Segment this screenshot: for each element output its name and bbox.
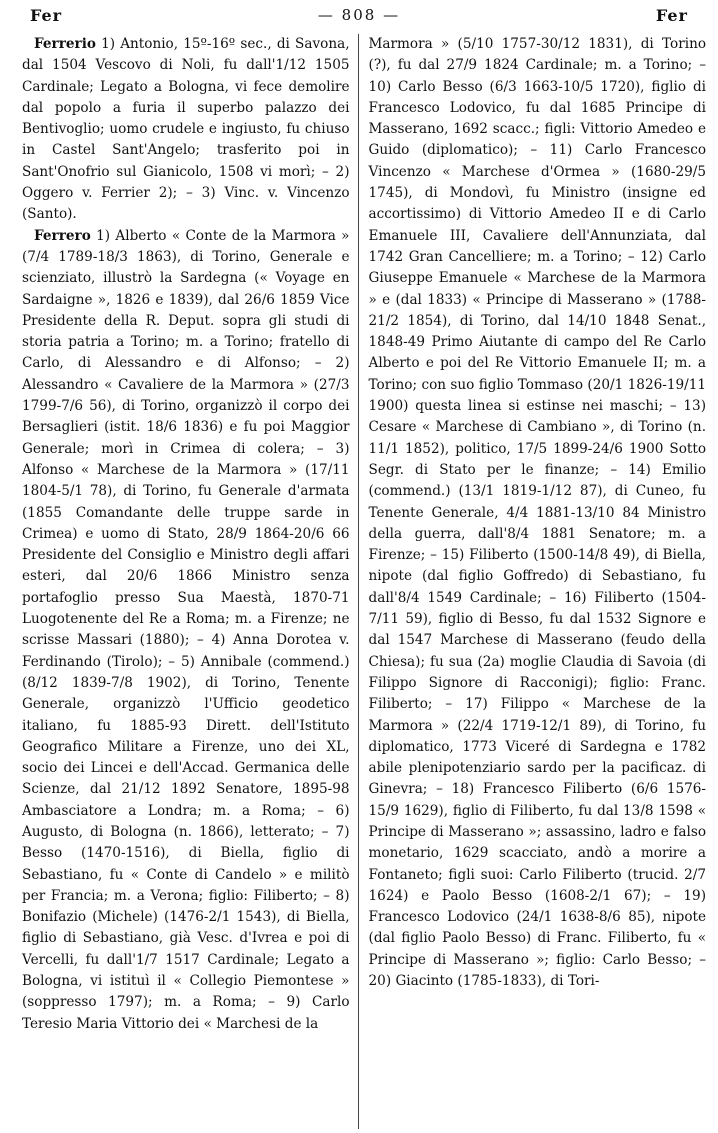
header-right-word: Fer (655, 5, 688, 25)
page-header (0, 0, 718, 30)
entry-ferrero (22, 226, 350, 1035)
two-column-body (0, 32, 718, 1133)
entry-text: 1) Alberto « Conte de la Marmora » (7/4 1789-18/3 1863), di Torino, Generale e scienziato, illustrò la Sardegna (« Voyage en Sardaigne », 1826 e 1839), dal 26/6 1859 Vice Presidente della R. Deput. sopra gli studi di storia patria a Torino; m. a Torino; fratello di Carlo, di Alessandro e di Alfonso; – 2) Alessandro « Cavaliere de la Marmora » (27/3 1799-7/6 56), di Torino, organizzò il corpo dei Bersaglieri (istit. 18/6 1836) e fu poi Maggior Generale; morì in Crimea di colera; – 3) Alfonso « Marchese de la Marmora » (17/11 1804-5/1 78), di Torino, fu Generale d'armata (1855 Comandante delle truppe sarde in Crimea) e uomo di Stato, 28/9 1864-20/6 66 Presidente del Consiglio e Ministro degli affari esteri, dal 20/6 1866 Ministro senza portafoglio presso Sua Maestà, 1870-71 Luogotenente del Re a Roma; m. a Firenze; ne scrisse Massari (1880); – 4) Anna Dorotea v. Ferdinando (Tirolo); – 5) Annibale (commend.) (8/12 1839-7/8 1902), di Torino, Tenente Generale, organizzò l'Ufficio geodetico italiano, fu 1885-93 Dirett. dell'Istituto Geografico Militare a Firenze, uno dei XL, socio dei Lincei e dell'Accad. Germanica delle Scienze, dal 21/12 1892 Senatore, 1895-98 Ambasciatore a Londra; m. a Roma; – 6) Augusto, di Bologna (n. 1866), letterato; – 7) Besso (1470-1516), di Biella, figlio di Sebastiano, fu « Conte di Candelo » e militò per Francia; m. a Verona; figlio: Filiberto; – 8) Bonifazio (Michele) (1476-2/1 1543), di Biella, figlio di Sebastiano, già Vesc. d'Ivrea e poi di Vercelli, fu dall'1/7 1517 Cardinale; Legato a Bologna, vi istituì il « Collegio Piemontese » (soppresso 1797); m. a Roma; – 9) Carlo Teresio Maria Vittorio dei « Marchesi de la (22, 227, 350, 1032)
right-column (359, 32, 718, 1133)
entry-text: Marmora » (5/10 1757-30/12 1831), di Torino (?), fu dal 27/9 1824 Cardinale; m. a Torino; – 10) Carlo Besso (6/3 1663-10/5 1720), figlio di Francesco Lodovico, fu dal 1685 Principe di Masserano, 1692 scacc.; figli: Vittorio Amedeo e Guido (diplomatico); – 11) Carlo Francesco Vincenzo « Marchese d'Ormea » (1680-29/5 1745), di Mondovì, fu Ministro (insigne ed accortissimo) di Vittorio Amedeo II e di Carlo Emanuele III, Cavaliere dell'Annunziata, dal 1742 Gran Cancelliere; m. a Torino; – 12) Carlo Giuseppe Emanuele « Marchese de la Marmora » e (dal 1833) « Principe di Masserano » (1788-21/2 1854), di Torino, dal 14/10 1848 Senat., 1848-49 Primo Aiutante di campo del Re Carlo Alberto e poi del Re Vittorio Emanuele II; m. a Torino; con suo figlio Tommaso (20/1 1826-19/11 1900) questa linea si estinse nei maschi; – 13) Cesare « Marchese di Cambiano », di Torino (n. 11/1 1852), politico, 17/5 1899-24/6 1900 Sotto Segr. di Stato per le finanze; – 14) Emilio (commend.) (13/1 1819-1/12 87), di Cuneo, fu Tenente Generale, 4/4 1881-13/10 84 Ministro della guerra, dall'8/4 1881 Senatore; m. a Firenze; – 15) Filiberto (1500-14/8 49), di Biella, nipote (dal figlio Goffredo) di Sebastiano, fu dall'8/4 1549 Cardinale; – 16) Filiberto (1504-7/11 59), figlio di Besso, fu dal 1532 Signore e dal 1547 Marchese di Masserano (feudo della Chiesa); fu sua (2a) moglie Claudia di Savoia (di Filippo Signore di Racconigi); figlio: Franc. Filiberto; – 17) Filippo « Marchese de la Marmora » (22/4 1719-12/1 89), di Torino, fu diplomatico, 1773 Viceré di Sardegna e 1782 abile plenipotenziario sardo per la pacificaz. di Ginevra; – 18) Francesco Filiberto (6/6 1576-15/9 1629), figlio di Filiberto, fu dal 13/8 1598 « Principe di Masserano »; assassino, ladro e falso monetario, 1629 scacciato, andò a morire a Fontaneto; figli suoi: Carlo Filiberto (trucid. 2/7 1624) e Paolo Besso (1608-2/1 67); – 19) Francesco Lodovico (24/1 1638-8/6 85), nipote (dal figlio Paolo Besso) di Franc. Filiberto, fu « Principe di Masserano »; figlio: Carlo Besso; – 20) Giacinto (1785-1833), di Tori- (368, 36, 707, 990)
entry-ferrerio (22, 34, 350, 226)
left-column (0, 32, 358, 1133)
headword: Ferrerio (34, 36, 96, 52)
headword: Ferrero (34, 227, 91, 244)
entry-ferrero-continued (369, 34, 707, 992)
page-number: — 808 — (317, 6, 401, 24)
header-left-word: Fer (30, 5, 63, 25)
entry-text: 1) Antonio, 15º-16º sec., di Savona, dal 1504 Vescovo di Noli, fu dall'1/12 1505 Cardinale; Legato a Bologna, vi fece demolire dal popolo a furia il superbo palazzo dei Bentivoglio; uomo crudele e ingiusto, fu chiuso in Castel Sant'Angelo; trasferito poi in Sant'Onofrio sul Gianicolo, 1508 vi morì; – 2) Oggero v. Ferrier 2); – 3) Vinc. v. Vincenzo (Santo). (22, 36, 350, 223)
